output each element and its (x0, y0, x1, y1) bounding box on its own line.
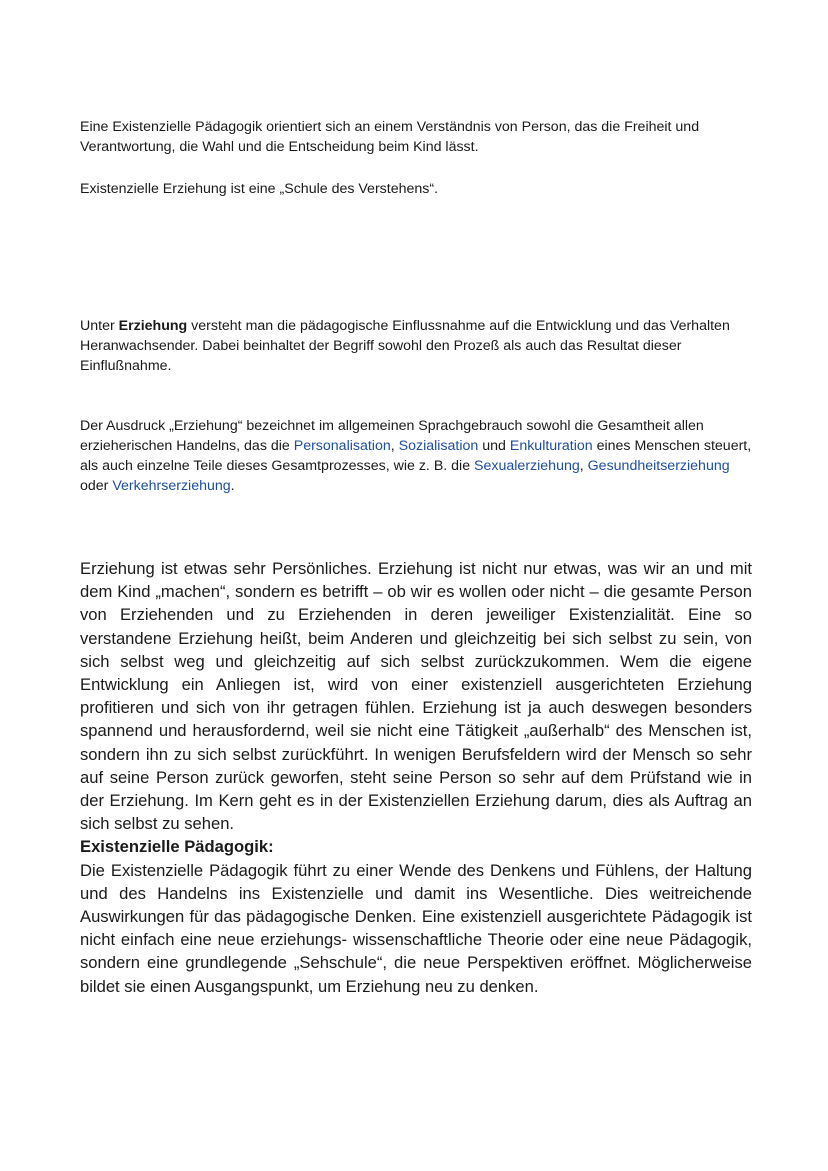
section-heading (80, 835, 752, 858)
expression-text-1: Der Ausdruck „Erziehung“ bezeichnet im allgemeinen Sprachgebrauch sowohl die Gesamtheit allen erzieherischen Handelns, das die (80, 418, 704, 454)
expression-sep-2: , (579, 458, 588, 474)
intro-paragraph: Eine Existenzielle Pädagogik orientiert sich an einem Verständnis von Person, das die Freiheit und Verantwortung, die Wahl und die Entscheidung beim Kind lässt. (80, 119, 700, 155)
definition-bold-term: Erziehung (118, 318, 188, 334)
main-text-block (80, 557, 752, 998)
section-heading-text: Existenzielle Pädagogik: (80, 837, 274, 857)
definition-rest: versteht man die pädagogische Einflussnahme auf die Entwicklung und das Verhalten Heranwachsender. Dabei beinhaltet der Begriff sowohl den Prozeß als auch das Resultat dieser Einflußnahme. (80, 318, 730, 374)
definition-paragraph (80, 316, 752, 376)
expression-text-4: oder (80, 478, 113, 494)
link-gesundheitserziehung[interactable]: Gesundheitserziehung (587, 458, 730, 474)
link-enkulturation[interactable]: Enkulturation (509, 438, 593, 454)
link-sozialisation[interactable]: Sozialisation (398, 438, 479, 454)
expression-text-5: . (230, 478, 235, 494)
link-sexualerziehung[interactable]: Sexualerziehung (474, 458, 580, 474)
personal-education-paragraph: Erziehung ist etwas sehr Persönliches. Erziehung ist nicht nur etwas, was wir an und mit dem Kind „machen“, sondern es betrifft – ob wir es wollen oder nicht – die gesamte Person von Erziehenden und zu Erziehenden in deren jeweiliger Existenzialität. Eine so verstandene Erziehung heißt, beim Anderen und gleichzeitig bei sich selbst zu sein, von sich selbst weg und gleichzeitig auf sich selbst zurückzukommen. Wem die eigene Entwicklung ein Anliegen ist, wird von einer existenziell ausgerichteten Erziehung profitieren und sich von ihr getragen fühlen. Erziehung ist ja auch deswegen besonders spannend und herausfordernd, weil sie nicht eine Tätigkeit „außerhalb“ des Menschen ist, sondern ihn zu sich selbst zurückführt. In wenigen Berufsfeldern wird der Mensch so sehr auf seine Person zurück geworfen, steht seine Person so sehr auf dem Prüfstand wie in der Erziehung. Im Kern geht es in der Existenziellen Erziehung darum, dies als Auftrag an sich selbst zu sehen. (80, 559, 752, 834)
definition-prefix: Unter (80, 318, 119, 334)
expression-text-2: und (478, 438, 510, 454)
school-of-understanding-paragraph: Existenzielle Erziehung ist eine „Schule des Verstehens“. (80, 181, 439, 197)
link-personalisation[interactable]: Personalisation (293, 438, 391, 454)
link-verkehrserziehung[interactable]: Verkehrserziehung (112, 478, 231, 494)
expression-sep-1: , (390, 438, 399, 454)
existential-pedagogy-paragraph: Die Existenzielle Pädagogik führt zu einer Wende des Denkens und Fühlens, der Haltung und des Handelns ins Existenzielle und damit ins Wesentliche. Dies weitreichende Auswirkungen für das pädagogische Denken. Eine existenziell ausgerichtete Pädagogik ist nicht einfach eine neue erziehungs- wissenschaftliche Theorie oder eine neue Pädagogik, sondern eine grundlegende „Sehschule“, die neue Perspektiven eröffnet. Möglicherweise bildet sie einen Ausgangspunkt, um Erziehung neu zu denken. (80, 860, 752, 996)
expression-paragraph (80, 416, 752, 496)
expression-text-3: eines Menschen steuert, als auch einzelne Teile dieses Gesamtprozesses, wie z. B. die (80, 438, 752, 474)
